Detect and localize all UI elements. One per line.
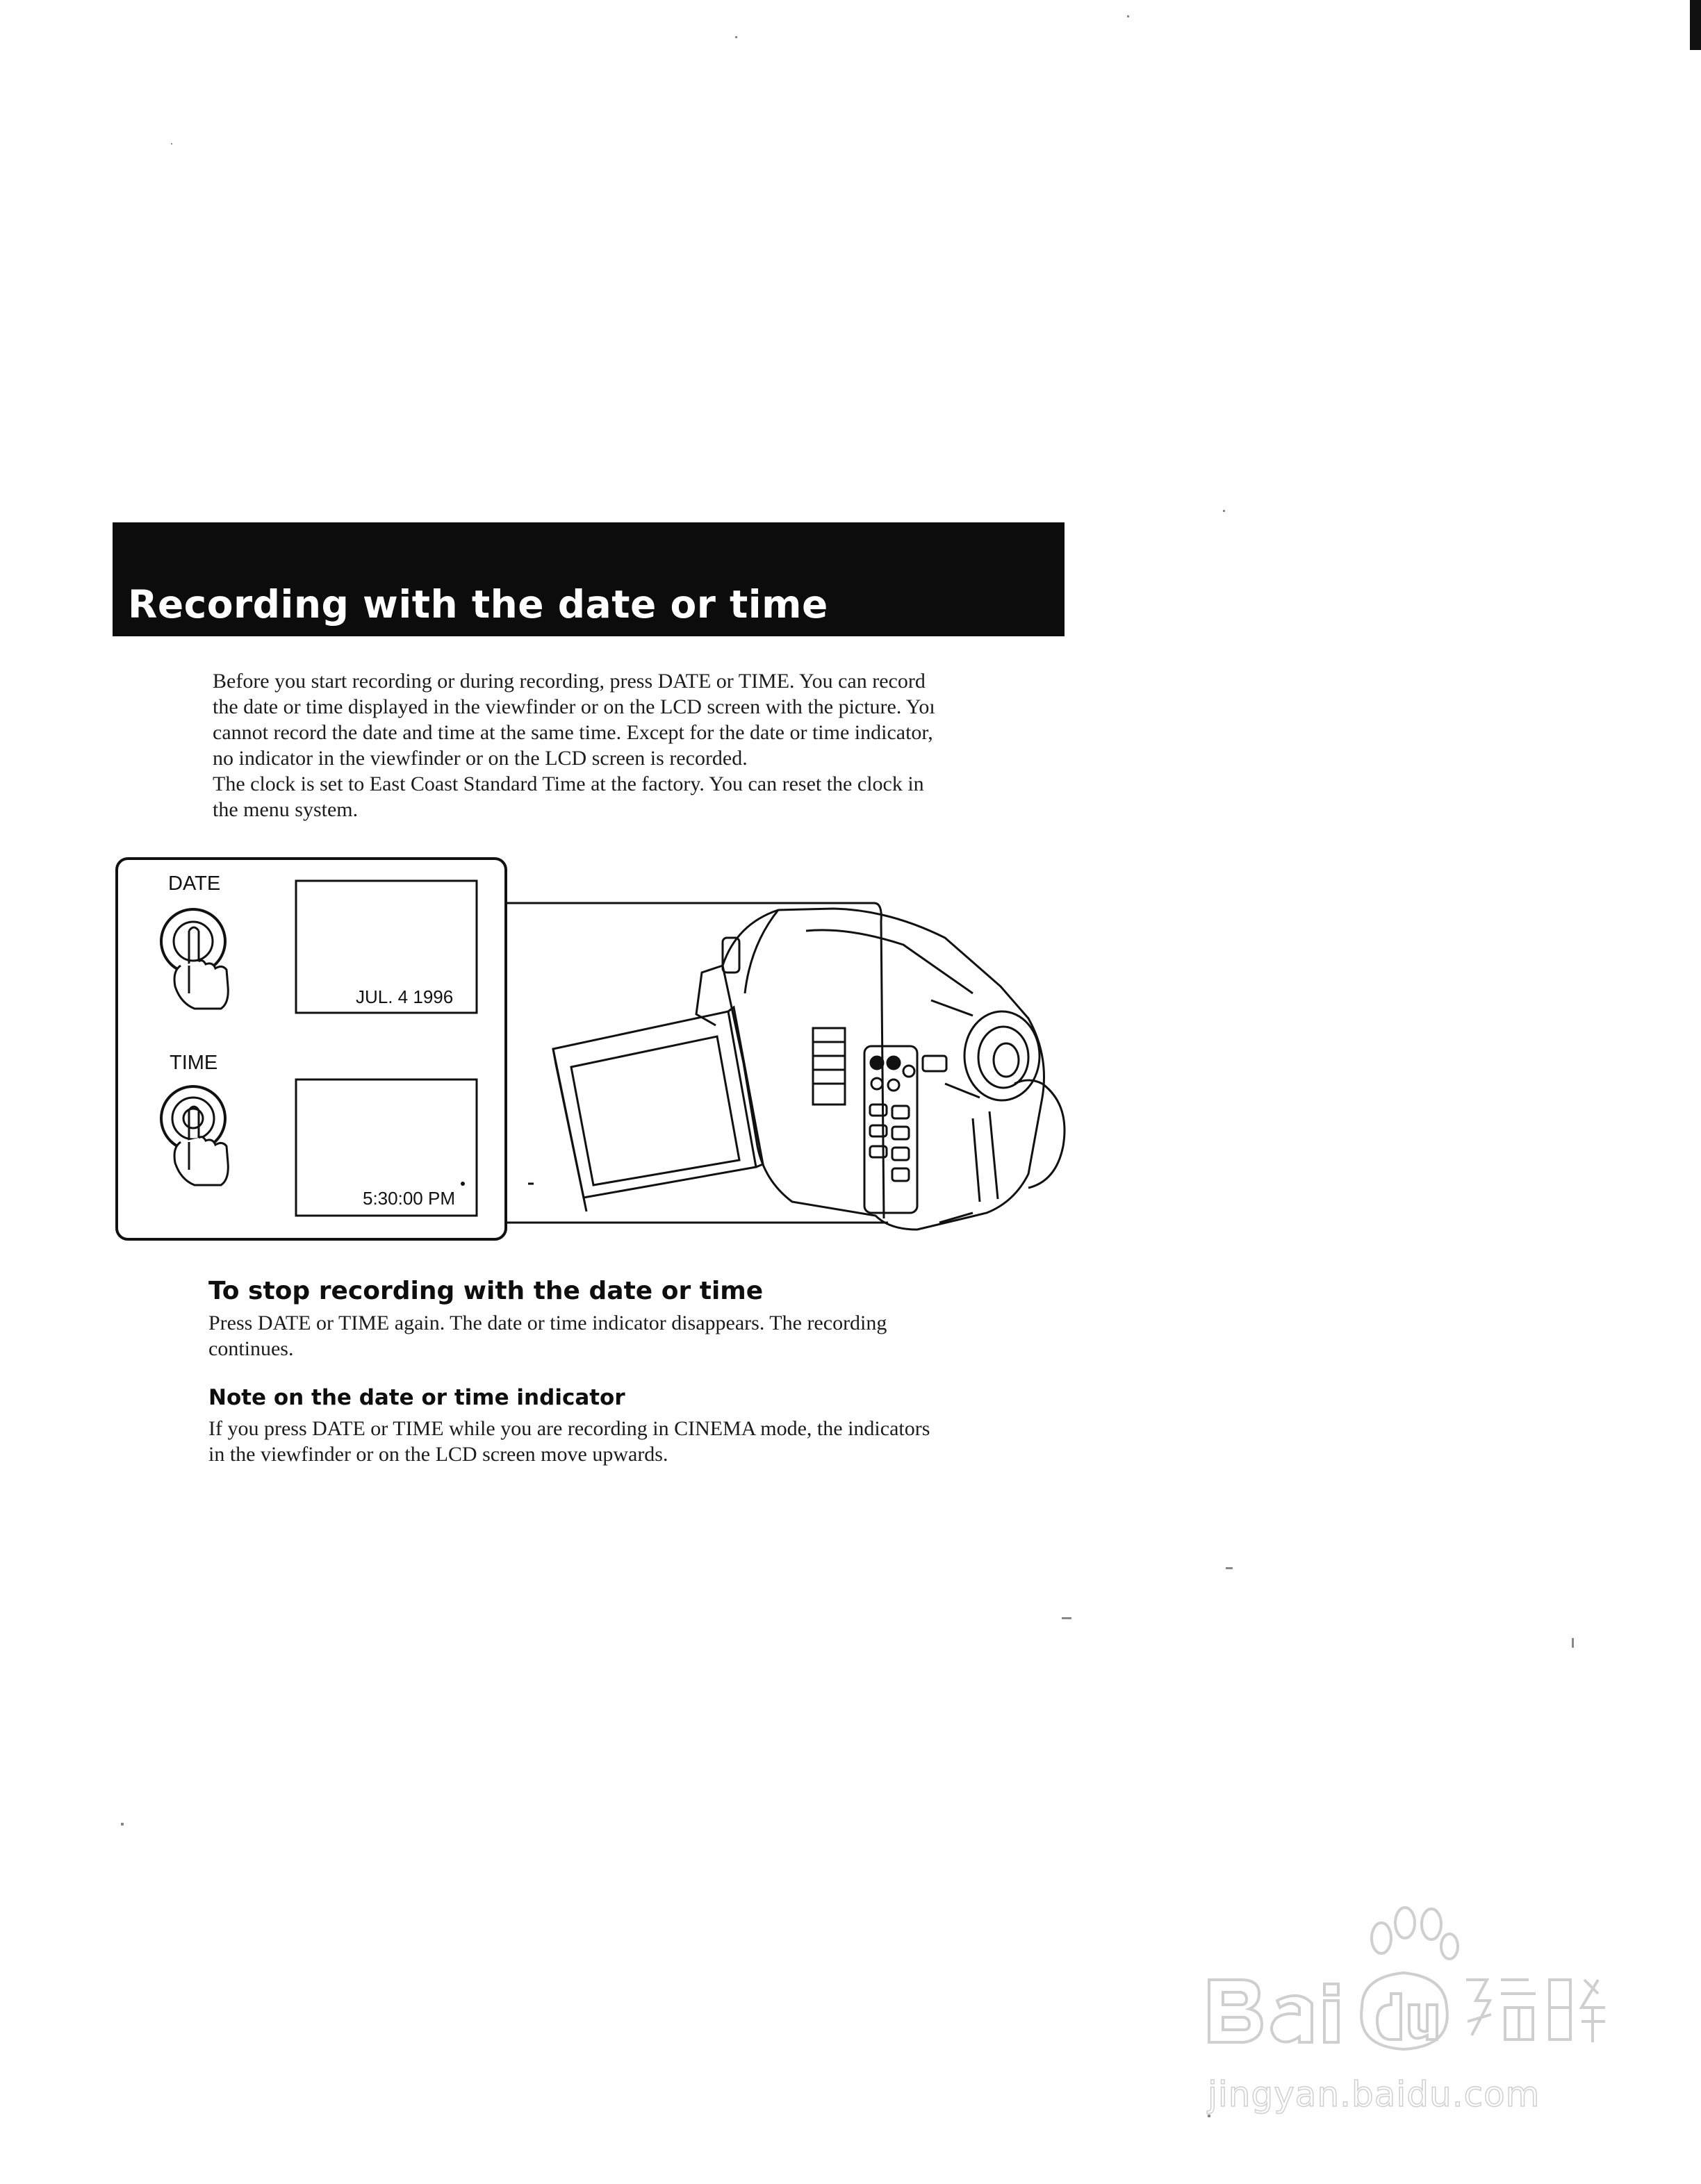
note-section-heading: Note on the date or time indicator [208, 1385, 625, 1410]
baidu-jingyan-watermark [1195, 1903, 1612, 2084]
scan-speck [171, 143, 172, 144]
scan-speck [1127, 15, 1129, 17]
note-line: If you press DATE or TIME while you are recording in CINEMA mode, the indicators [208, 1417, 930, 1440]
illustration-date-time-buttons [111, 854, 1084, 1250]
figure-drawing [111, 854, 1084, 1250]
intro-line: the date or time displayed in the viewfinder or on the LCD screen with the picture. Yoı [213, 695, 935, 718]
page-edge-mark [1690, 0, 1701, 50]
section-title: Recording with the date or time [128, 582, 828, 627]
date-button-label: DATE [168, 872, 221, 895]
scan-speck [1226, 1567, 1233, 1569]
date-button-icon [161, 909, 228, 1009]
stop-section-heading: To stop recording with the date or time [208, 1277, 764, 1305]
intro-paragraph [213, 668, 1074, 822]
scan-speck [1208, 2115, 1210, 2117]
camcorder-illustration [553, 909, 1065, 1230]
intro-line: Before you start recording or during recording, press DATE or TIME. You can record [213, 670, 926, 693]
scan-speck [1572, 1638, 1574, 1648]
note-section-body [208, 1416, 1070, 1467]
date-indicator-text: JUL. 4 1996 [356, 986, 454, 1007]
note-line: in the viewfinder or on the LCD screen move upwards. [208, 1443, 668, 1466]
intro-line: the menu system. [213, 798, 359, 821]
scan-speck [1223, 510, 1225, 512]
time-indicator-text: 5:30:00 PM [363, 1188, 455, 1209]
intro-line: no indicator in the viewfinder or on the LCD screen is recorded. [213, 747, 748, 770]
intro-line: The clock is set to East Coast Standard Time at the factory. You can reset the clock in [213, 772, 924, 795]
scan-speck [1062, 1617, 1071, 1619]
scan-speck [121, 1823, 124, 1826]
time-button-icon [161, 1086, 228, 1185]
stop-line: continues. [208, 1337, 294, 1360]
scan-speck [735, 36, 737, 38]
stop-line: Press DATE or TIME again. The date or time indicator disappears. The recording [208, 1312, 887, 1334]
intro-line: cannot record the date and time at the same time. Except for the date or time indicator, [213, 721, 933, 744]
time-button-label: TIME [170, 1052, 218, 1074]
stop-section-body [208, 1310, 1070, 1362]
watermark-url: jingyan.baidu.com [1208, 2074, 1540, 2115]
